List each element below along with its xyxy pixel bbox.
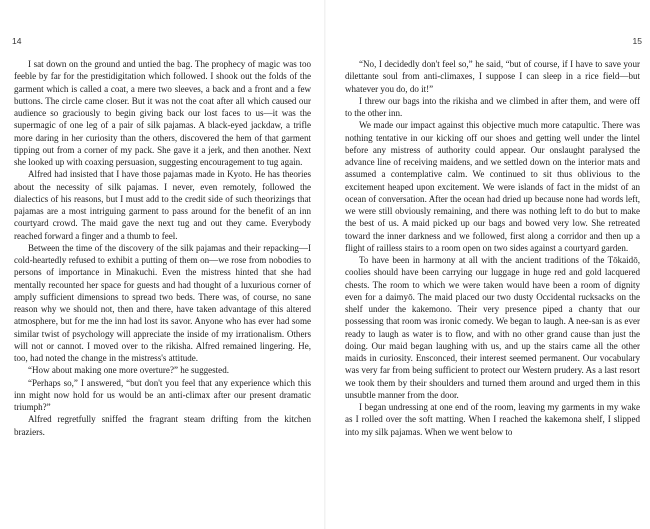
page-body [345, 58, 640, 438]
paragraph: “No, I decidedly don't feel so,” he said, “but of course, if I have to save your dilettante soul from anti-climaxes, I suppose I can sleep in a rice field—but whatever you do, do it!” [345, 59, 640, 94]
paragraph: Between the time of the discovery of the silk pajamas and their repacking—I cold-heartedly refused to exhibit a putting of them on—we rose from nobodies to persons of importance in Minakuchi. Even the mistress hinted that she had mentally recounted her space for guests and had thought of a luxurious corner of amply sufficient dimensions to spread two beds. There was, of course, no sane reason why we should not, then and there, have taken advantage of this altered atmosphere, but for me the inn had lost its savor. Anyone who has ever had some similar twist of psychology will appreciate the inside of my irrationalism. Others will not or cannot. I moved over to the rikisha. Alfred remained lingering. He, too, had noted the change in the mistress's attitude. [14, 242, 311, 363]
page-number: 14 [12, 36, 22, 46]
right-page [333, 0, 646, 529]
paragraph: “How about making one more overture?” he suggested. [28, 365, 229, 376]
page-body [14, 58, 311, 438]
paragraph: Alfred had insisted that I have those pajamas made in Kyoto. He has theories about the necessity of silk pajamas. I never, even remotely, followed the dialectics of his reasons, but I must add to the credit side of such theorizings that pajamas are a most intriguing garment to pass around for the benefit of an inn courtyard crowd. The maid gave the next tug and out they came. Everybody reached forward a finger and a thumb to feel. [14, 169, 311, 241]
paragraph: I began undressing at one end of the room, leaving my garments in my wake as I rolled over the soft matting. When I reached the kakemona shelf, I slipped into my silk pajamas. When we went below to [345, 402, 640, 437]
paragraph: I sat down on the ground and untied the bag. The prophecy of magic was too feeble by far for the prestidigitation which followed. I shook out the folds of the garment which is called a coat, a mere two sleeves, a back and a front and a few buttons. The circle came closer. But it was not the coat after all which caused our audience so graciously to begin giving back our lost faces to us—it was the supermagic of one leg of a pair of silk pajamas. A black-eyed jackdaw, a trifle more daring in her curiosity than the others, discovered the hem of that garment tipping out from a corner of my pack. She gave it a jerk, and then another. Next she looked up with coaxing persuasion, suggesting encouragement to tug again. [14, 59, 311, 167]
page-gutter [324, 0, 326, 529]
paragraph: “Perhaps so,” I answered, “but don't you feel that any experience which this inn might now hold for us would be an anti-climax after our present dramatic triumph?” [14, 377, 311, 412]
page-number: 15 [632, 36, 642, 46]
left-page [8, 0, 321, 529]
paragraph: Alfred regretfully sniffed the fragrant steam drifting from the kitchen braziers. [14, 414, 311, 437]
paragraph: I threw our bags into the rikisha and we climbed in after them, and were off to the other inn. [345, 95, 640, 118]
paragraph: To have been in harmony at all with the ancient traditions of the Tōkaidō, coolies should have been carrying our luggage in huge red and gold lacquered chests. The room to which we were taken would have been a room of dignity even for a daimyō. The maid placed our two dusty Occidental rucksacks on the shelf under the kakemono. Their very presence piped a chanty that our possessing that room was ironic comedy. We began to laugh. A nee-san is as ever ready to laugh as water is to flow, and with no other grand cause than just the doing. Our maid began laughing with us, and up the stairs came all the other maids in curiosity. Ensconced, their interest seemed permanent. Our vocabulary was very far from being sufficient to protect our Western prudery. As a last resort we took them by their shoulders and turned them around and urged them in this unsubtle manner from the door. [345, 255, 640, 400]
paragraph: We made our impact against this objective much more catapultic. There was nothing tentative in our kicking off our shoes and getting well under the lintel before any mistress of authority could appear. Our onslaught paralysed the advance line of receiving maidens, and we settled down on the interior mats and assumed a contemplative calm. We continued to sit thus oblivious to the excitement heaped upon excitement. We were islands of fact in the midst of an ocean of conversation. After the ocean had dried up because none had words left, we were still obviously remaining, and there was nothing left to do but to make the best of us. A maid picked up our bags and bowed very low. She retreated toward the inner darkness and we followed, first along a corridor and then up a flight of railless stairs to a room open on two sides against a courtyard garden. [345, 120, 640, 253]
